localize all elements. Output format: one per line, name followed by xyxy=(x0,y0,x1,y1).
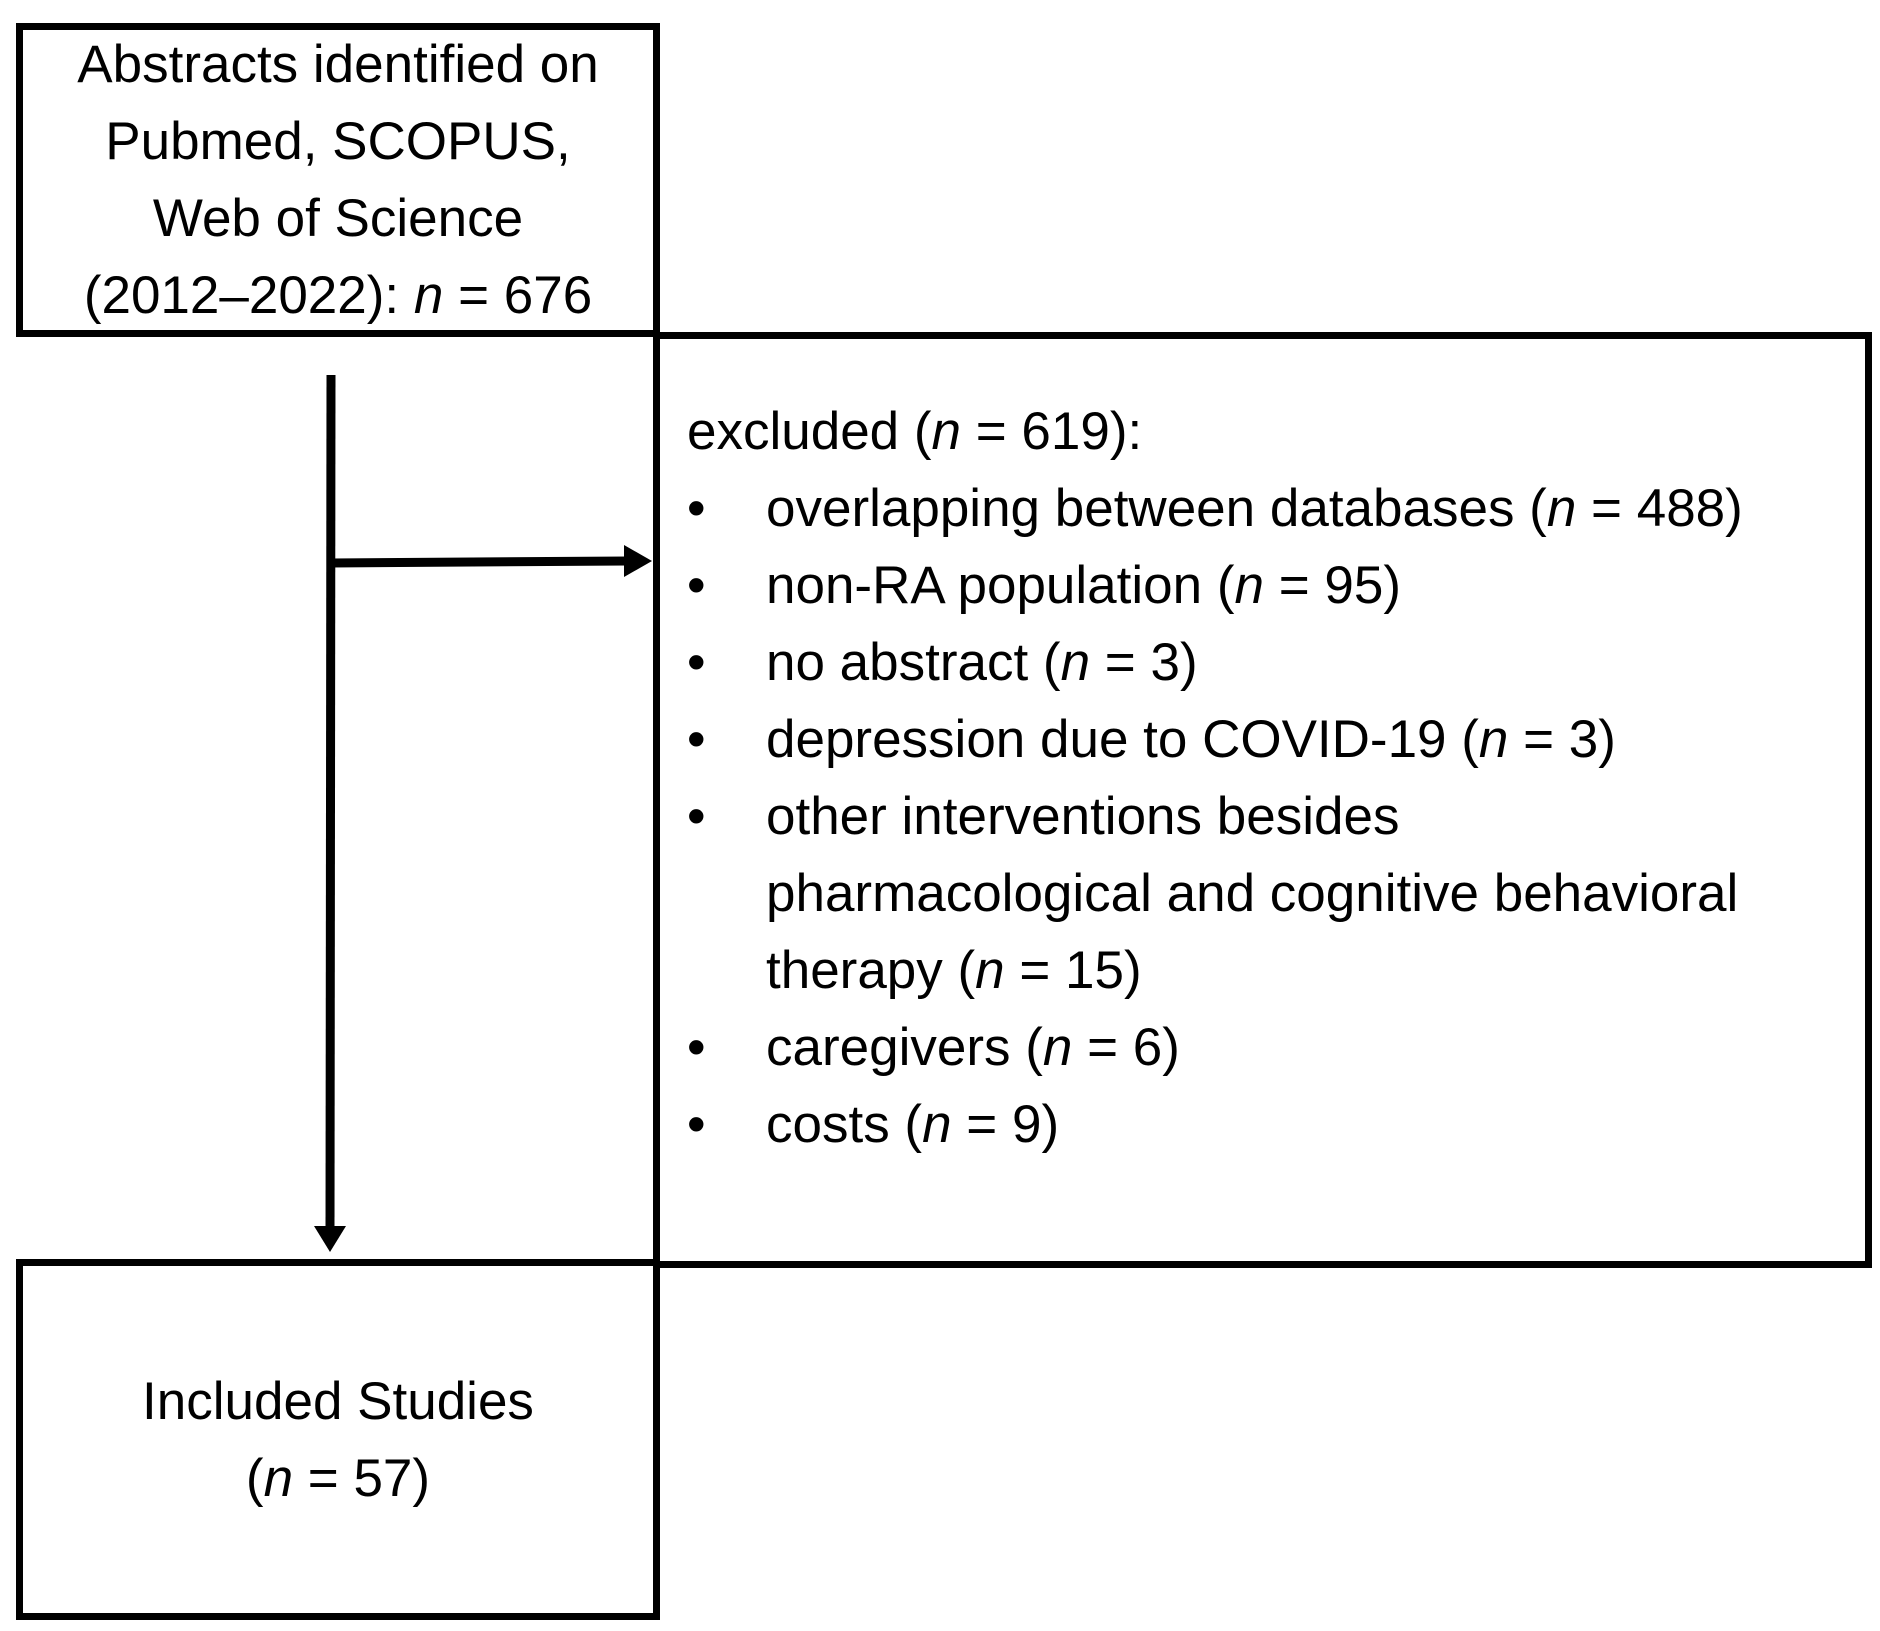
excluded-box xyxy=(653,332,1872,1268)
identified-line-4 xyxy=(77,257,598,334)
included-studies-box xyxy=(16,1259,660,1620)
included-title: Included Studies xyxy=(142,1371,534,1431)
included-n-value: = 57) xyxy=(293,1448,431,1508)
identified-abstracts-box xyxy=(16,23,660,337)
main-flow-arrow-head xyxy=(314,1226,346,1252)
reason-label: caregivers ( xyxy=(766,1018,1043,1077)
reason-label: depression due to COVID-19 ( xyxy=(766,710,1479,769)
reason-n-symbol: n xyxy=(1234,556,1264,615)
bullet-icon: • xyxy=(687,710,706,769)
exclusion-reason-item xyxy=(687,624,1743,701)
reason-label: non-RA population ( xyxy=(766,556,1235,615)
reason-n-symbol: n xyxy=(1546,479,1577,538)
exclusion-reason-item xyxy=(687,701,1743,778)
bullet-icon: • xyxy=(687,479,706,538)
excluded-header xyxy=(687,393,1743,470)
included-count xyxy=(142,1440,534,1517)
bullet-icon: • xyxy=(687,633,706,692)
bullet-icon: • xyxy=(687,1018,706,1077)
reason-count: = 3) xyxy=(1090,633,1198,692)
reason-count: = 9) xyxy=(951,1095,1060,1154)
reason-n-symbol: n xyxy=(1042,1018,1073,1077)
reason-count: = 3) xyxy=(1508,710,1616,769)
identified-date-range: (2012–2022): xyxy=(83,266,414,325)
bullet-icon: • xyxy=(687,787,706,846)
reason-label: costs ( xyxy=(766,1095,923,1154)
identified-line-3: Web of Science xyxy=(152,189,524,248)
exclusion-reason-text-line-3 xyxy=(766,932,1743,1009)
reason-count: = 488) xyxy=(1576,479,1743,538)
excluded-prefix: excluded ( xyxy=(687,402,932,461)
identified-line-1: Abstracts identified on xyxy=(77,35,599,94)
exclusion-reason-item xyxy=(687,778,1743,1009)
identified-abstracts-text xyxy=(77,26,598,334)
included-paren-open: ( xyxy=(245,1448,264,1508)
exclusion-reason-text xyxy=(766,701,1743,778)
exclusion-reason-text xyxy=(766,624,1743,701)
excluded-n-symbol: n xyxy=(931,402,962,461)
exclusion-reason-text xyxy=(766,470,1743,547)
reason-count: = 95) xyxy=(1263,556,1401,615)
included-studies-text xyxy=(142,1363,534,1517)
reason-count: = 6) xyxy=(1072,1018,1180,1077)
reason-n-symbol: n xyxy=(975,941,1005,1000)
bullet-icon: • xyxy=(687,1095,706,1154)
reason-n-symbol: n xyxy=(1060,633,1091,692)
excluded-content xyxy=(687,393,1743,1163)
exclusion-reason-text xyxy=(766,1009,1743,1086)
reason-n-symbol: n xyxy=(1478,710,1509,769)
reason-label: overlapping between databases ( xyxy=(766,479,1547,538)
exclusion-reasons-list xyxy=(687,470,1743,1163)
exclusion-arrow-line xyxy=(331,561,628,563)
exclusion-reason-text xyxy=(766,1086,1743,1163)
exclusion-reason-text xyxy=(766,547,1743,624)
reason-label: therapy ( xyxy=(766,941,976,1000)
reason-label: no abstract ( xyxy=(766,633,1061,692)
exclusion-reason-item xyxy=(687,1086,1743,1163)
excluded-total: = 619): xyxy=(961,402,1143,461)
identified-n-value: = 676 xyxy=(443,266,593,325)
identified-line-2: Pubmed, SCOPUS, xyxy=(105,112,571,171)
exclusion-reason-item xyxy=(687,1009,1743,1086)
included-n-symbol: n xyxy=(263,1448,294,1508)
identified-n-symbol: n xyxy=(413,266,444,325)
exclusion-arrow-head xyxy=(624,545,652,577)
exclusion-reason-item xyxy=(687,547,1743,624)
reason-count: = 15) xyxy=(1004,941,1142,1000)
bullet-icon: • xyxy=(687,556,706,615)
main-flow-arrow-line xyxy=(330,375,331,1230)
exclusion-reason-text-line-2: pharmacological and cognitive behavioral xyxy=(766,864,1739,923)
exclusion-reason-text-line-1: other interventions besides xyxy=(766,787,1400,846)
reason-n-symbol: n xyxy=(922,1095,952,1154)
exclusion-reason-item xyxy=(687,470,1743,547)
